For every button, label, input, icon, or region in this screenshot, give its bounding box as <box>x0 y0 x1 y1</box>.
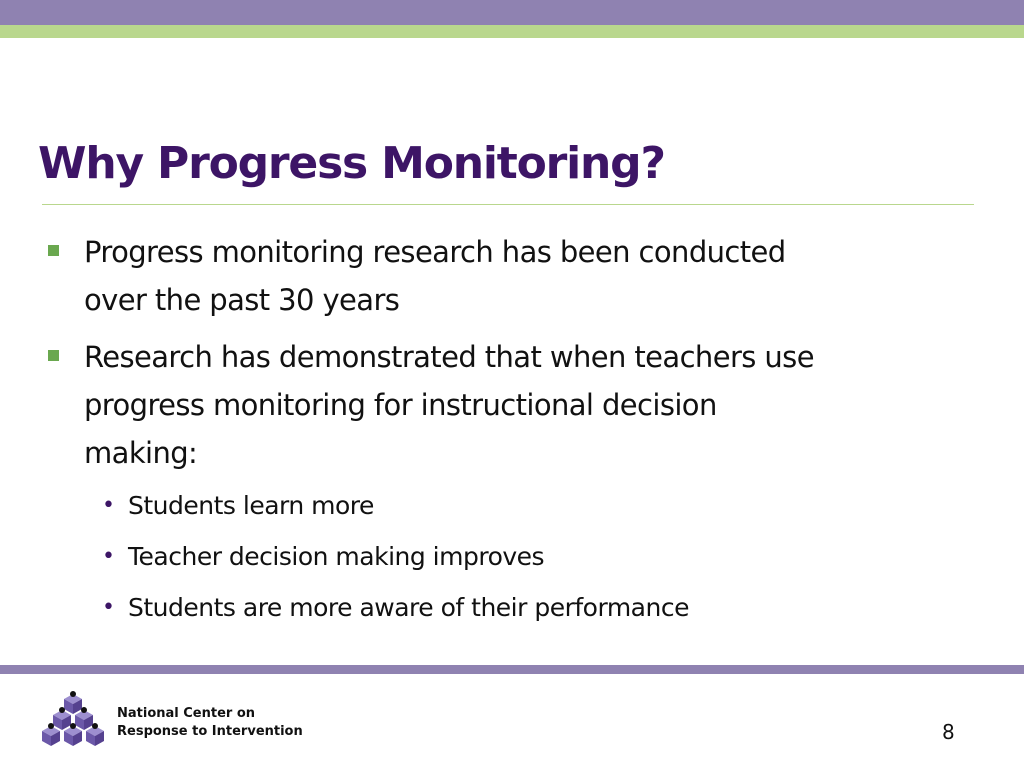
org-name-line: Response to Intervention <box>117 724 303 739</box>
bullet-line: over the past 30 years <box>84 283 400 317</box>
slide-number: 8 <box>942 720 955 744</box>
sub-bullet-item <box>102 488 968 524</box>
stacked-cubes-logo-icon <box>38 690 108 752</box>
sub-bullet-item <box>102 590 968 626</box>
bullet-item <box>84 228 964 324</box>
bullet-item <box>84 333 964 477</box>
slide-title: Why Progress Monitoring? <box>38 138 665 189</box>
bullet-line: Research has demonstrated that when teachers use <box>84 340 814 374</box>
bottom-purple-band <box>0 665 1024 674</box>
sub-bullet-text: Students learn more <box>128 491 374 520</box>
sub-bullet-text: Students are more aware of their performance <box>128 593 689 622</box>
sub-bullet-item <box>102 539 968 575</box>
dot-bullet-icon: • <box>102 493 115 518</box>
bullet-line: progress monitoring for instructional decision <box>84 388 717 422</box>
square-bullet-icon <box>48 245 59 256</box>
dot-bullet-icon: • <box>102 595 115 620</box>
bullet-line: Progress monitoring research has been conducted <box>84 235 786 269</box>
top-green-band <box>0 25 1024 38</box>
title-underline <box>42 204 974 205</box>
top-purple-band <box>0 0 1024 25</box>
dot-bullet-icon: • <box>102 544 115 569</box>
organization-name <box>117 705 303 741</box>
bullet-line: making: <box>84 436 198 470</box>
sub-bullet-text: Teacher decision making improves <box>128 542 545 571</box>
square-bullet-icon <box>48 350 59 361</box>
org-name-line: National Center on <box>117 706 256 721</box>
